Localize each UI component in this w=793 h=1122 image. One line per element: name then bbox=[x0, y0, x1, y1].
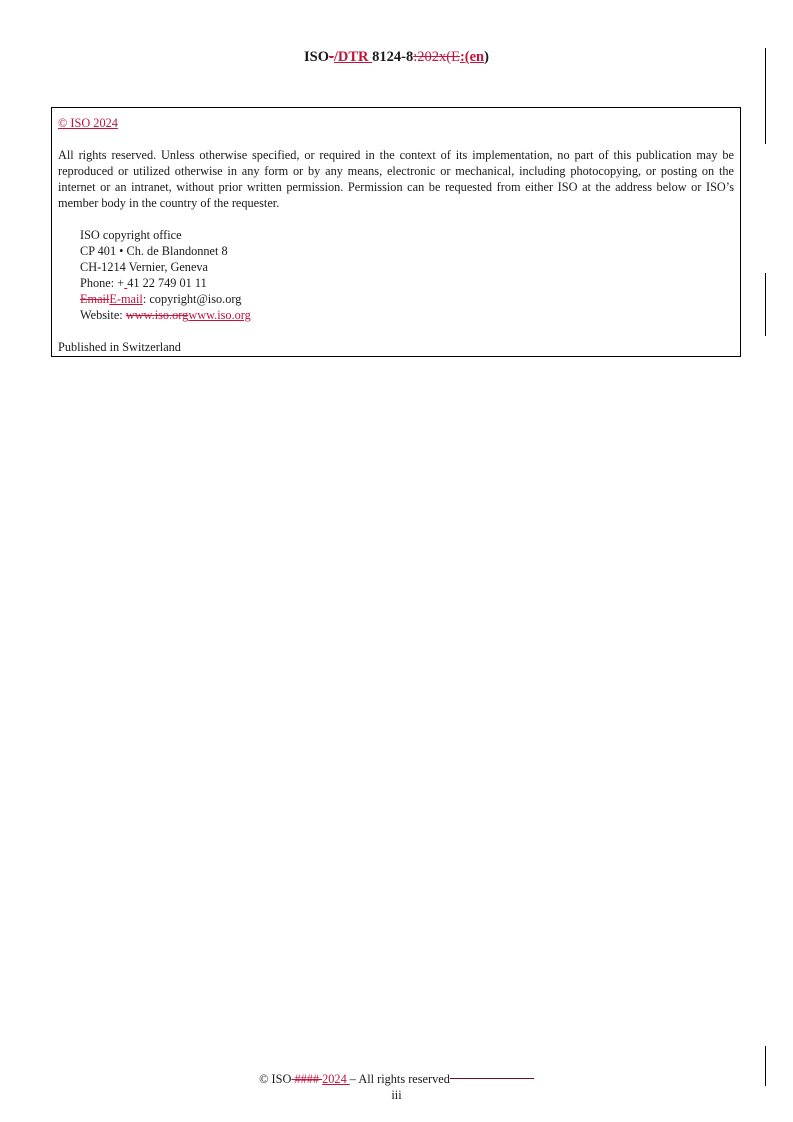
email-deleted-label: Email bbox=[80, 292, 110, 306]
change-bar bbox=[765, 48, 766, 144]
change-bar bbox=[765, 273, 766, 336]
footer-rule bbox=[450, 1078, 534, 1079]
header-suffix: ) bbox=[484, 49, 489, 65]
phone-number: 41 22 749 01 11 bbox=[127, 276, 207, 290]
published-line: Published in Switzerland bbox=[58, 340, 181, 354]
document-header bbox=[0, 49, 793, 66]
address-street: CP 401 • Ch. de Blandonnet 8 bbox=[80, 244, 228, 258]
footer-deleted-year: #### bbox=[291, 1072, 323, 1086]
address-city: CH-1214 Vernier, Geneva bbox=[80, 260, 209, 274]
address-email bbox=[80, 291, 734, 307]
website-label: Website: bbox=[80, 308, 126, 322]
header-inserted-dtr: /DTR bbox=[333, 49, 373, 65]
footer-prefix: © ISO bbox=[259, 1072, 292, 1086]
header-inserted-colon: : bbox=[459, 49, 465, 65]
footer-inserted-year: 2024 bbox=[322, 1072, 350, 1086]
header-deleted-dash: - bbox=[329, 49, 334, 65]
address-phone bbox=[80, 275, 734, 291]
address-block bbox=[58, 227, 734, 323]
header-inserted-lang: (en bbox=[464, 49, 485, 65]
header-number: 8124-8 bbox=[372, 49, 414, 65]
phone-label: Phone: + bbox=[80, 276, 125, 290]
page-footer bbox=[0, 1071, 793, 1103]
copyright-box bbox=[51, 107, 741, 357]
header-prefix: ISO bbox=[304, 49, 330, 65]
copyright-line: © ISO 2024 bbox=[58, 116, 118, 130]
header-deleted-year: :202x(E bbox=[413, 49, 460, 65]
page-number: iii bbox=[391, 1088, 402, 1102]
address-website bbox=[80, 307, 734, 323]
email-link[interactable]: : copyright@iso.org bbox=[142, 292, 242, 306]
rights-paragraph: All rights reserved. Unless otherwise specified, or required in the context of its implementation, no part of this publication may be reproduced or utilized otherwise in any form or by any means, electronic or mechanical, including photocopying, or posting on the internet or an intranet, without prior written permission. Permission can be requested from either ISO at the address below or ISO’s member body in the country of the requester. bbox=[58, 148, 734, 210]
email-inserted-label: E-mail bbox=[109, 292, 143, 306]
address-office: ISO copyright office bbox=[80, 228, 182, 242]
footer-rights: – All rights reserved bbox=[349, 1072, 450, 1086]
website-link[interactable]: www.iso.org bbox=[188, 308, 251, 322]
website-deleted-link[interactable]: www.iso.org bbox=[125, 308, 189, 322]
